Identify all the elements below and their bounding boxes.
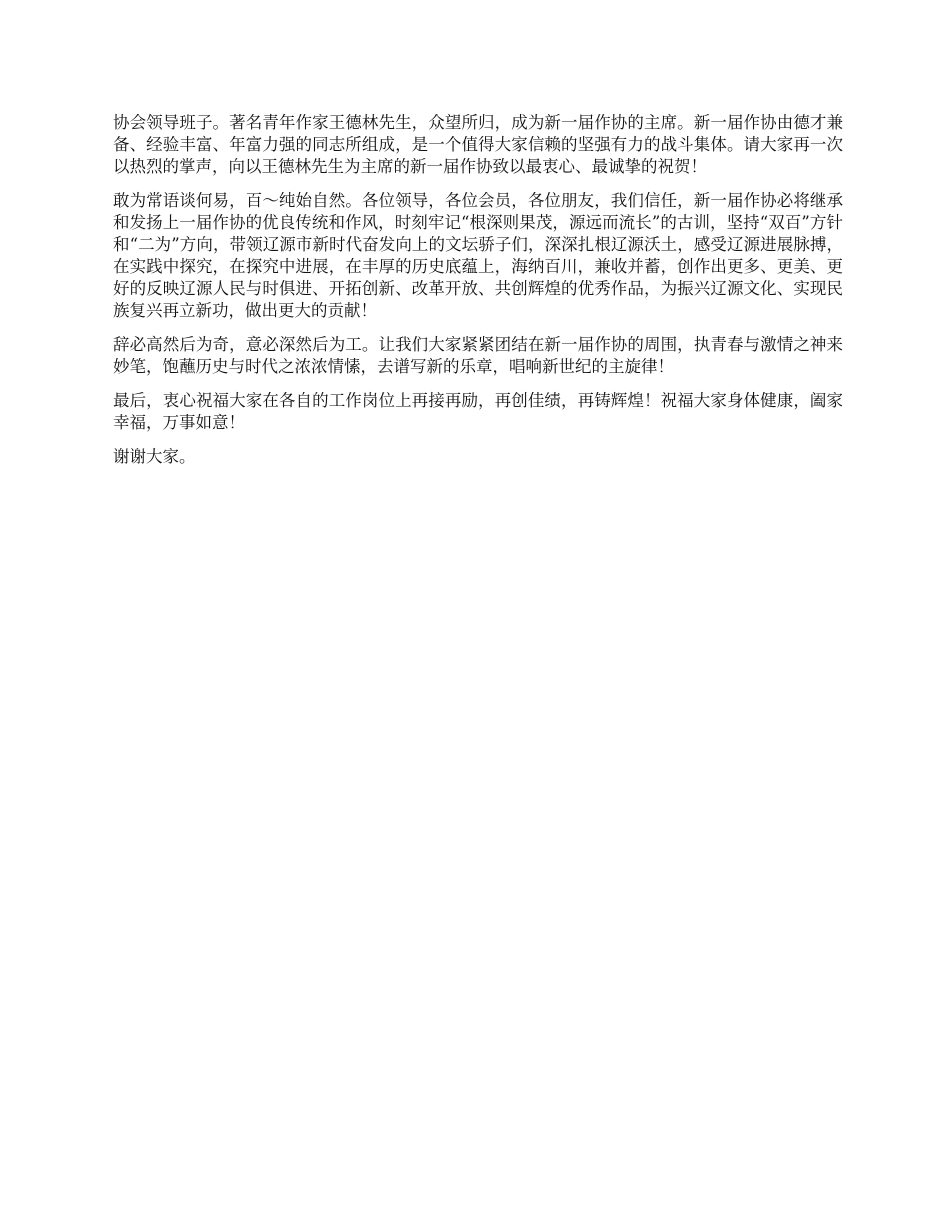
paragraph-5: 谢谢大家。	[113, 447, 196, 466]
paragraph-3: 辞必高然后为奇，意必深然后为工。让我们大家紧紧团结在新一届作协的周围，执青春与激情之神来妙笔，饱蘸历史与时代之浓浓情愫，去谱写新的乐章，唱响新世纪的主旋律！	[113, 335, 843, 376]
document-body	[113, 112, 843, 480]
paragraph-1: 协会领导班子。著名青年作家王德林先生，众望所归，成为新一届作协的主席。新一届作协由德才兼备、经验丰富、年富力强的同志所组成，是一个值得大家信赖的坚强有力的战斗集体。请大家再一次以热烈的掌声，向以王德林先生为主席的新一届作协致以最衷心、最诚挚的祝贺！	[113, 113, 843, 176]
paragraph-4: 最后，衷心祝福大家在各自的工作岗位上再接再励，再创佳绩，再铸辉煌！祝福大家身体健康，阖家幸福，万事如意！	[113, 391, 843, 432]
paragraph-2: 敢为常语谈何易，百～纯始自然。各位领导，各位会员，各位朋友，我们信任，新一届作协必将继承和发扬上一届作协的优良传统和作风，时刻牢记“根深则果茂，源远而流长”的古训，坚持“双百”方针和“二为”方向，带领辽源市新时代奋发向上的文坛骄子们，深深扎根辽源沃土，感受辽源进展脉搏，在实践中探究，在探究中进展，在丰厚的历史底蕴上，海纳百川，兼收并蓄，创作出更多、更美、更好的反映辽源人民与时俱进、开拓创新、改革开放、共创辉煌的优秀作品，为振兴辽源文化、实现民族复兴再立新功，做出更大的贡献！	[113, 191, 843, 320]
